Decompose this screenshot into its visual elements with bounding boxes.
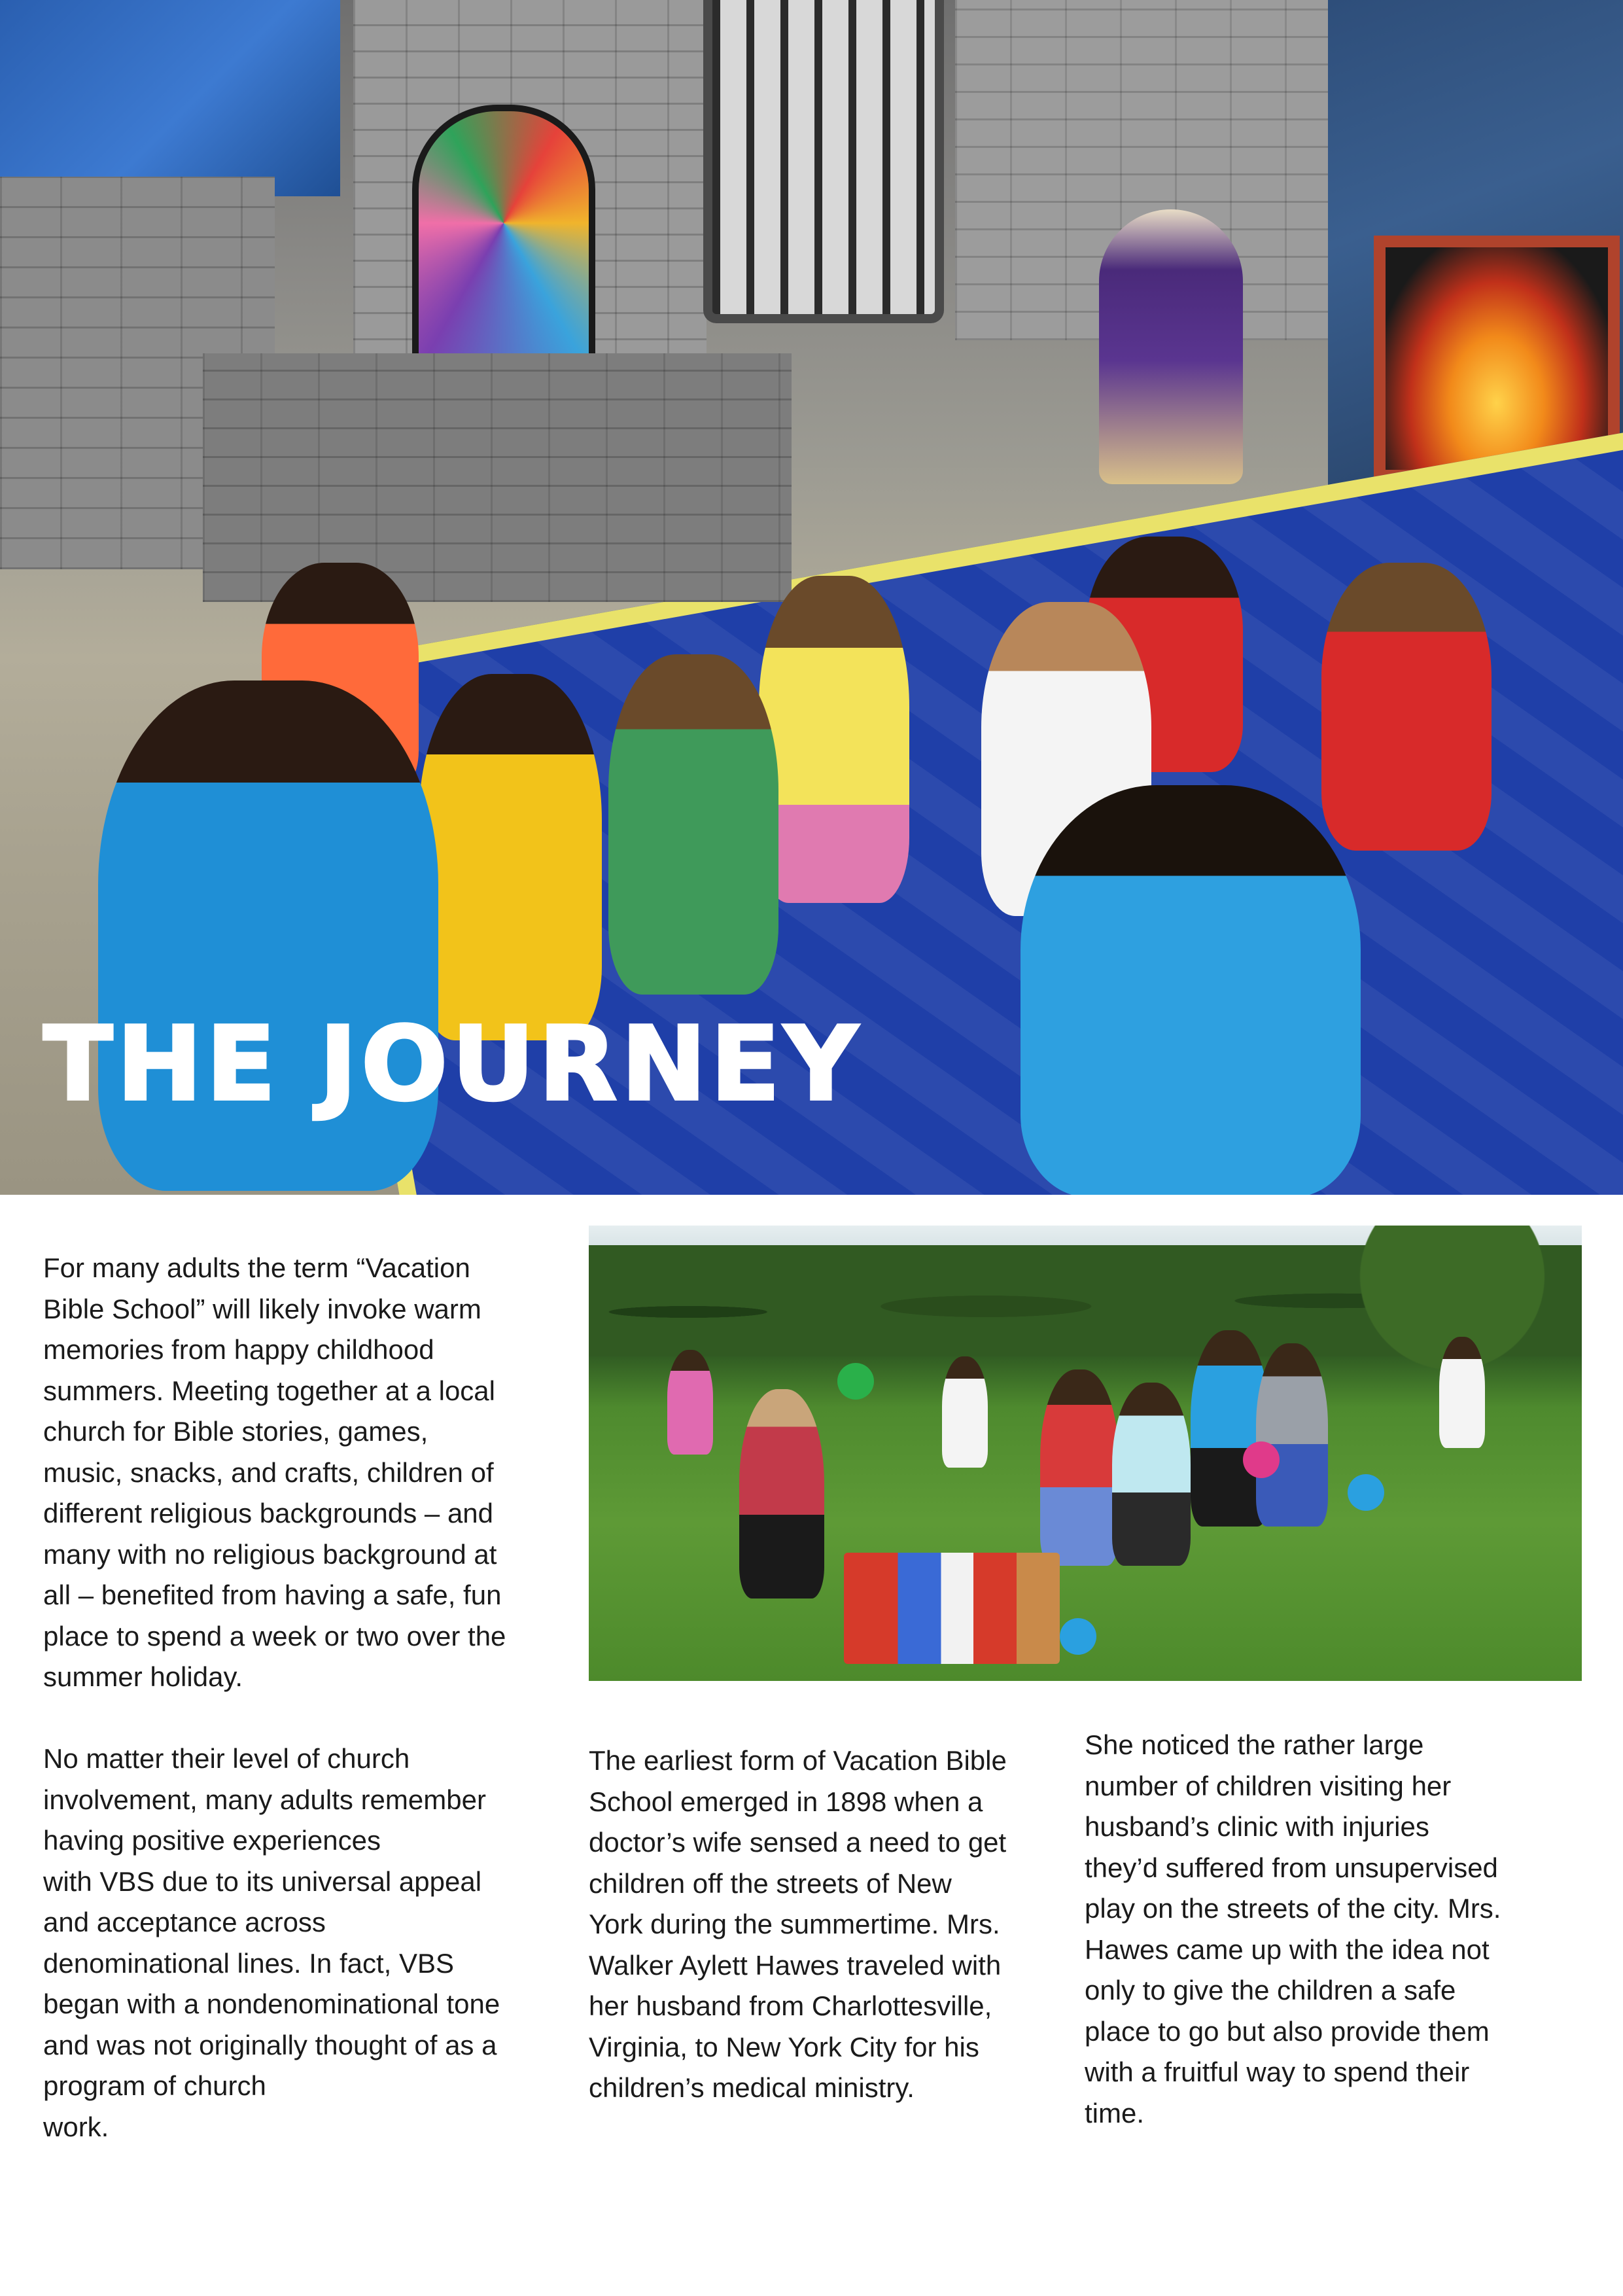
ball xyxy=(1348,1474,1384,1511)
storyteller-queen xyxy=(1099,209,1243,484)
child-figure xyxy=(1040,1369,1119,1566)
ball xyxy=(837,1363,874,1400)
shoebox-pile xyxy=(844,1553,1060,1664)
portcullis-gate xyxy=(703,0,944,323)
ball xyxy=(1243,1441,1280,1478)
staff-member-figure xyxy=(1021,785,1361,1195)
child-figure xyxy=(1321,563,1492,851)
child-figure xyxy=(667,1350,713,1455)
child-figure xyxy=(759,576,909,903)
child-figure xyxy=(419,674,602,1040)
body-column-1: For many adults the term “Vacation Bible School” will likely invoke warm memories from happy childhood summers. Meeting together at a local church for Bible stories, games, music, snacks, and crafts, children of different religious backgrounds – and many with no religious background at all – benefited from having a safe, fun place to spend a week or two over the summer holiday. No matter their level of church involvement, many adults remember having positive experiences with VBS due to its universal appeal and acceptance across denominational lines. In fact, VBS began with a nondenominational tone and was not originally thought of as a program of church work. xyxy=(43,1252,506,2142)
stained-glass-window xyxy=(412,105,595,366)
lawn-games-photo xyxy=(589,1226,1582,1681)
child-figure xyxy=(1439,1337,1485,1448)
child-figure xyxy=(739,1389,824,1598)
ball xyxy=(1060,1618,1096,1655)
child-figure xyxy=(1112,1383,1191,1566)
stone-altar xyxy=(203,353,792,602)
page-title: THE JOURNEY xyxy=(43,1004,862,1123)
child-figure xyxy=(608,654,778,995)
child-figure xyxy=(942,1356,988,1468)
body-column-2: The earliest form of Vacation Bible School emerged in 1898 when a doctor’s wife sensed a need to get children off the streets of New York during the summertime. Mrs. Walker Aylett Hawes traveled with her husband from Charlottesville, Virginia, to New York City for his children’s medical ministry. xyxy=(589,1745,1007,2103)
castle-banner-wall xyxy=(0,0,340,196)
body-column-3: She noticed the rather large number of children visiting her husband’s clinic with injuries they’d suffered from unsupervised play on the streets of the city. Mrs. Hawes came up with the idea not only to give the children a safe place to go but also provide them with a fruitful way to spend their time. xyxy=(1085,1729,1501,2128)
child-figure xyxy=(1256,1343,1328,1527)
